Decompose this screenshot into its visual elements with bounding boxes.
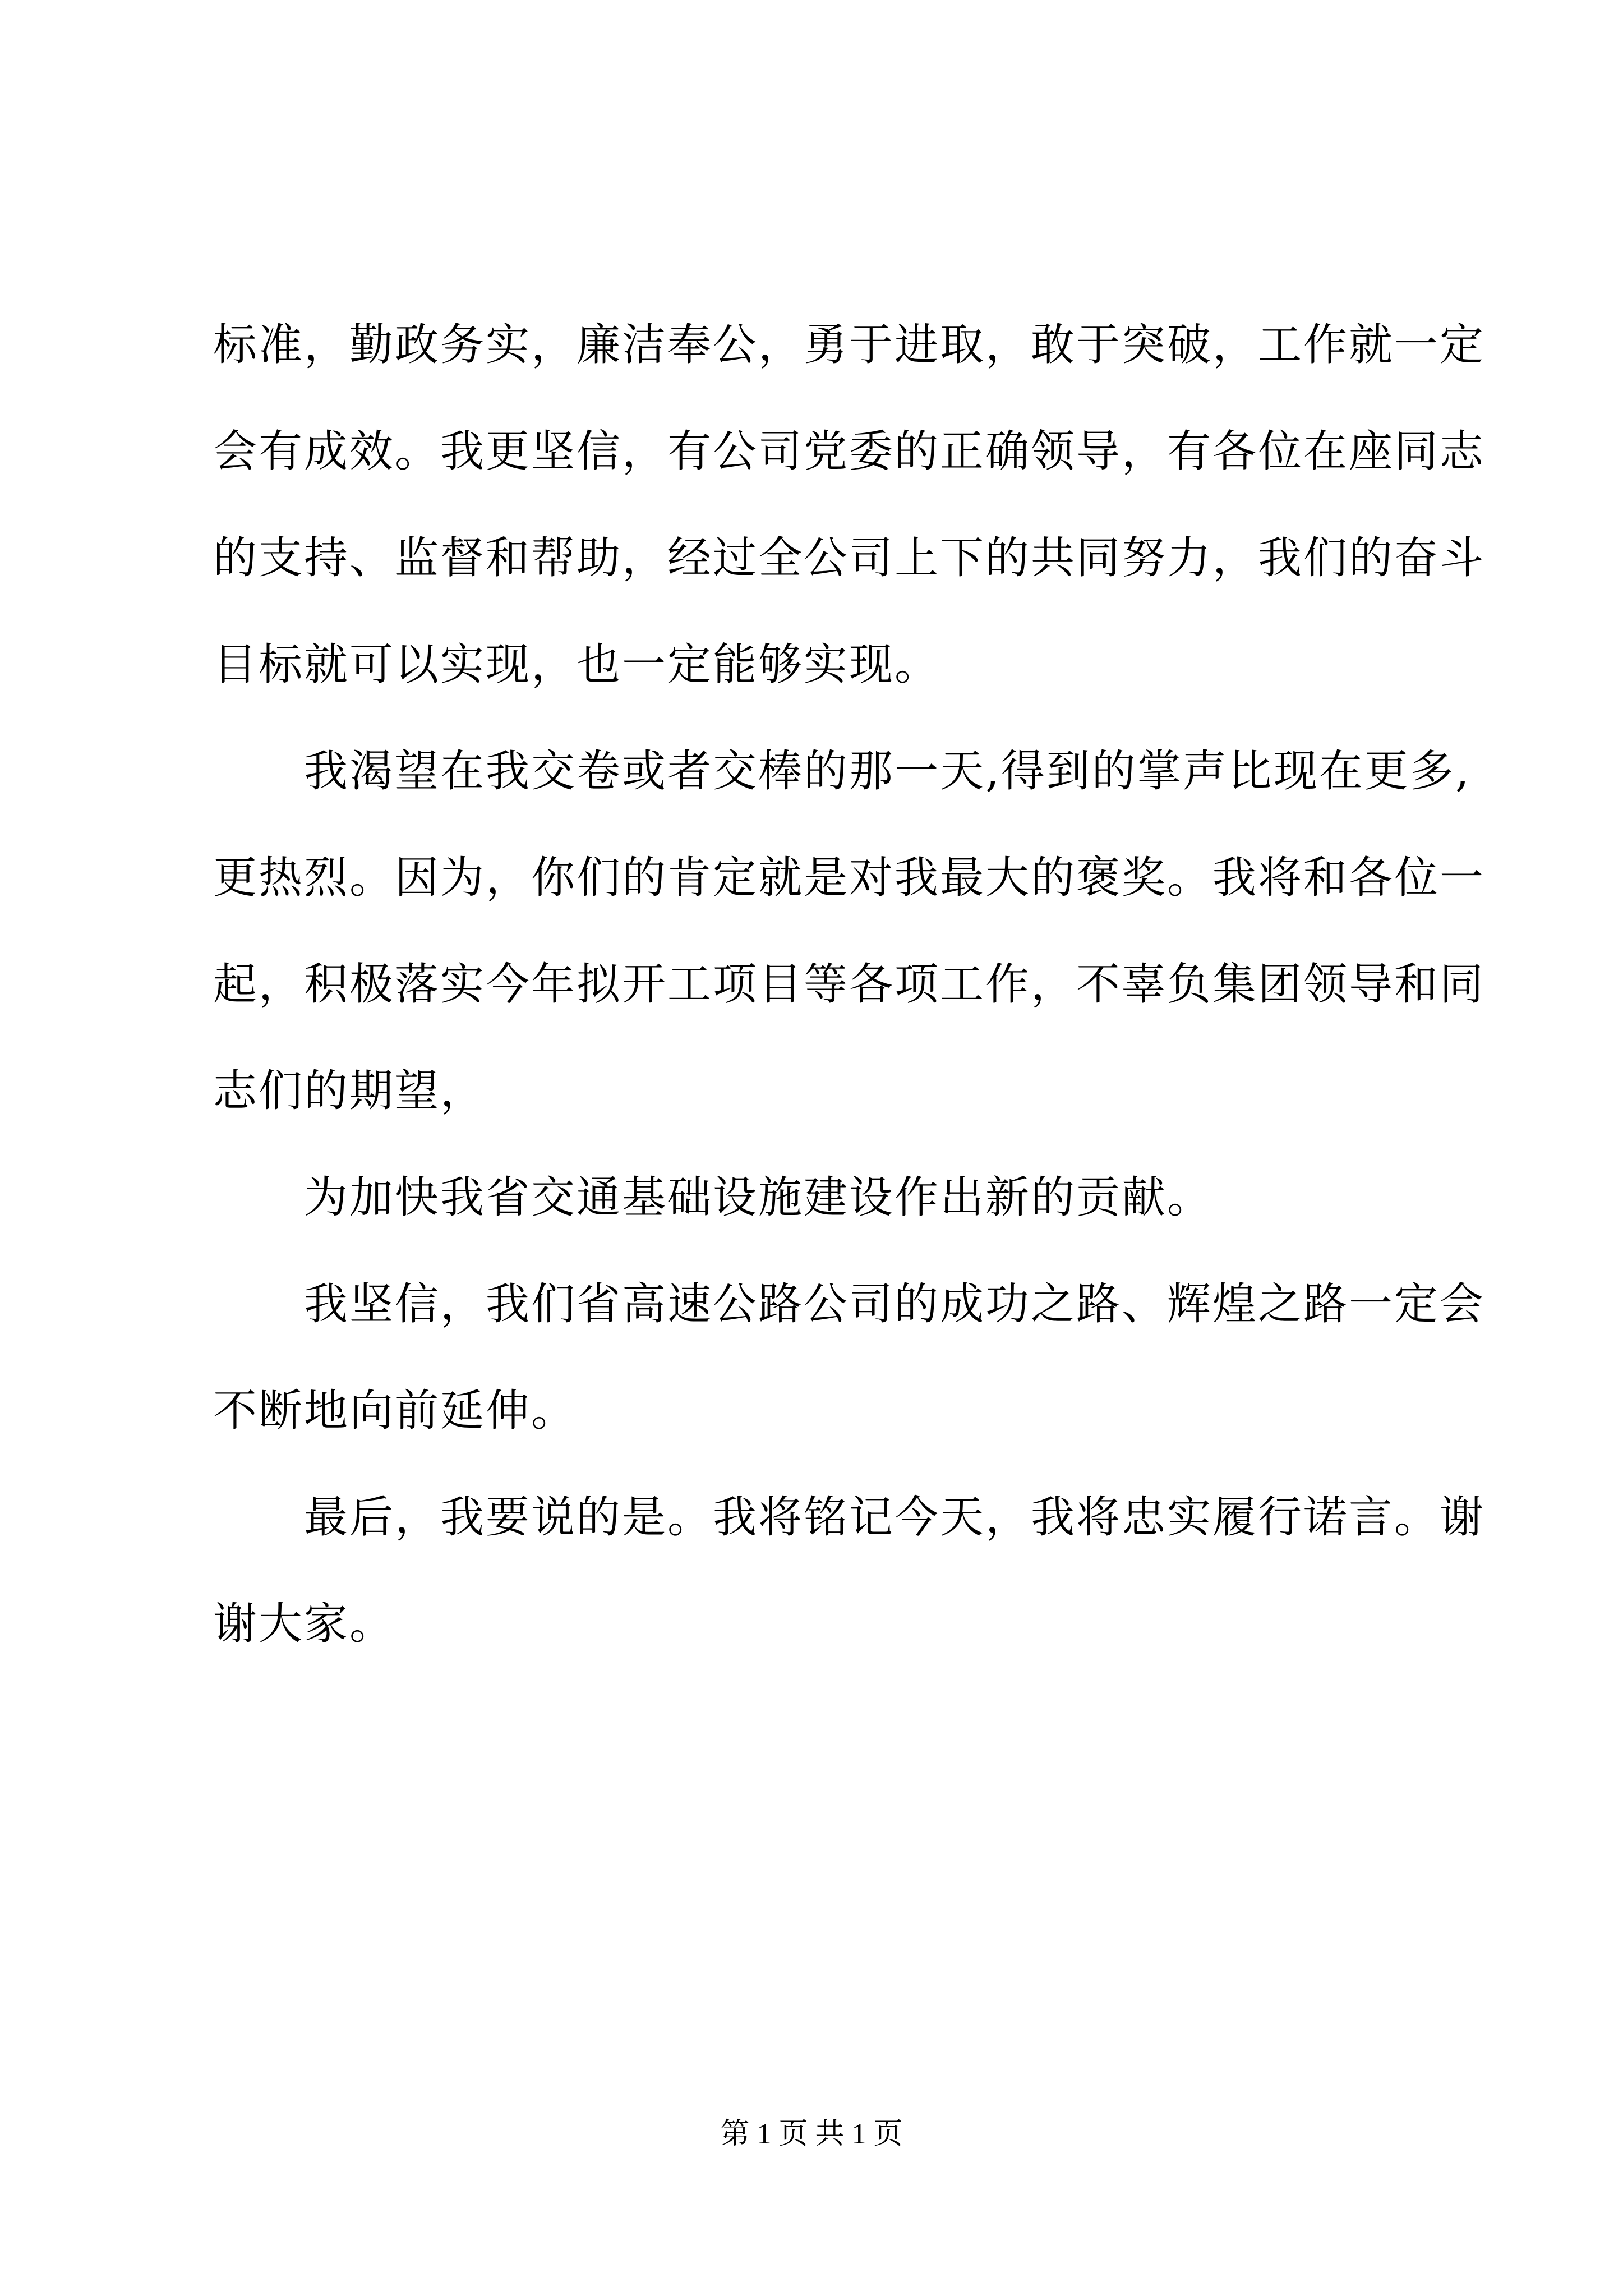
text-line: 我渴望在我交卷或者交棒的那一天,得到的掌声比现在更多,: [304, 746, 1471, 797]
text-line: 为加快我省交通基础设施建设作出新的贡献。: [304, 1172, 1213, 1223]
text-line: 会有成效。我更坚信，有公司党委的正确领导，有各位在座同志: [213, 426, 1486, 477]
text-line: 谢大家。: [213, 1599, 395, 1649]
text-line: 最后，我要说的是。我将铭记今天，我将忠实履行诺言。谢: [304, 1492, 1486, 1543]
page-number-footer: 第 1 页 共 1 页: [720, 2118, 903, 2150]
document-body: [213, 292, 1486, 1677]
text-line: 不断地向前延伸。: [213, 1386, 577, 1436]
text-line: 目标就可以实现，也一定能够实现。: [213, 639, 940, 690]
text-line: 我坚信，我们省高速公路公司的成功之路、辉煌之路一定会: [304, 1279, 1486, 1329]
text-line: 起，积极落实今年拟开工项目等各项工作，不辜负集团领导和同: [213, 959, 1486, 1010]
text-line: 的支持、监督和帮助，经过全公司上下的共同努力，我们的奋斗: [213, 533, 1486, 583]
text-line: 志们的期望，: [213, 1066, 486, 1116]
text-line: 标准，勤政务实，廉洁奉公，勇于进取，敢于突破，工作就一定: [213, 320, 1486, 370]
text-line: 更热烈。因为，你们的肯定就是对我最大的褒奖。我将和各位一: [213, 853, 1486, 903]
